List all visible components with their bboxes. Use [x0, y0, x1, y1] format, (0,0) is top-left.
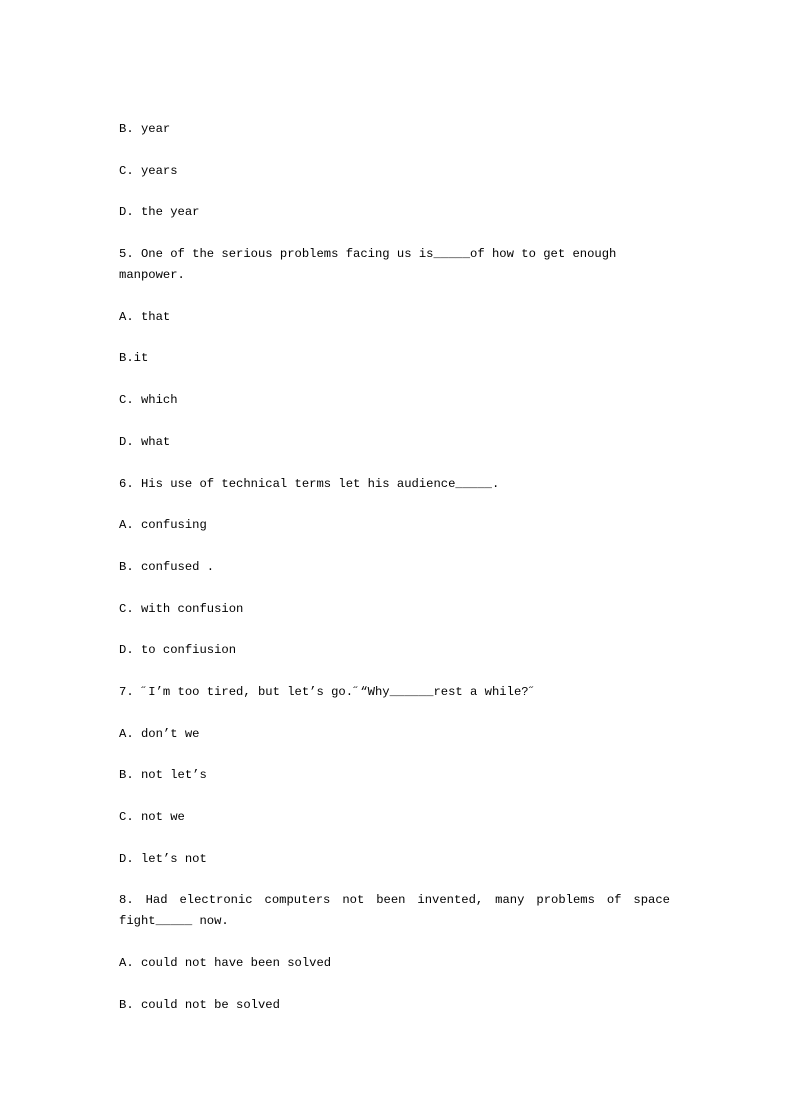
option-5a: A. that	[119, 309, 171, 324]
option-6b: B. confused .	[119, 559, 215, 574]
option-4c: C. years	[119, 163, 178, 178]
option-4d: D. the year	[119, 205, 200, 220]
option-5c: C. which	[119, 393, 178, 408]
option-8b: B. could not be solved	[119, 997, 280, 1012]
option-8a: A. could not have been solved	[119, 956, 332, 971]
question-7: 7. ˝I’m too tired, but let’s go.˝“Why______rest a while?˝	[119, 684, 536, 699]
document-page	[119, 119, 670, 1036]
question-8: 8. Had electronic computers not been invented, many problems of space fight_____ now.	[119, 893, 670, 929]
option-5b: B.it	[119, 351, 149, 366]
option-6c: C. with confusion	[119, 601, 244, 616]
option-7a: A. don’t we	[119, 726, 200, 741]
option-4b: B. year	[119, 122, 171, 136]
option-5d: D. what	[119, 434, 171, 449]
option-7b: B. not let’s	[119, 768, 207, 783]
option-7d: D. let’s not	[119, 851, 207, 866]
option-6d: D. to confiusion	[119, 643, 237, 658]
question-5: 5. One of the serious problems facing us is_____of how to get enough manpower.	[119, 247, 624, 283]
question-6: 6. His use of technical terms let his audience_____.	[119, 476, 500, 491]
option-6a: A. confusing	[119, 518, 207, 533]
option-7c: C. not we	[119, 810, 185, 824]
